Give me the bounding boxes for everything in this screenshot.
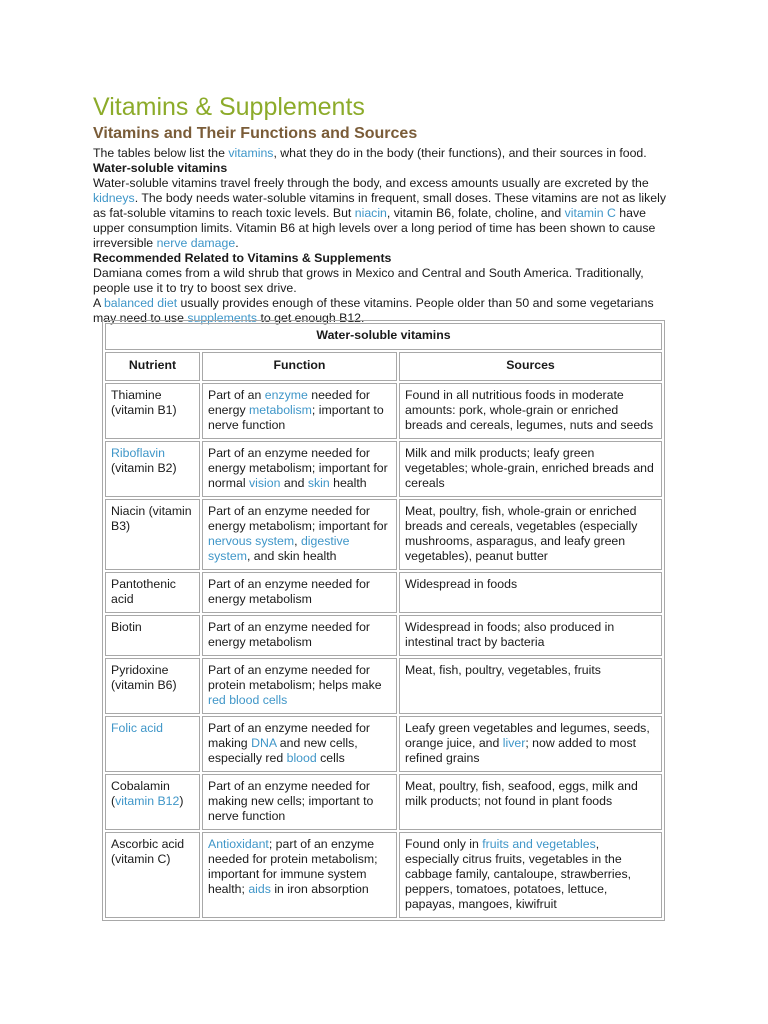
inline-link[interactable]: metabolism bbox=[249, 403, 312, 417]
header-nutrient: Nutrient bbox=[105, 352, 200, 381]
inline-link[interactable]: liver bbox=[502, 736, 526, 750]
function-cell: Part of an enzyme needed for protein metabolism; helps make red blood cells bbox=[202, 658, 397, 714]
sources-cell: Widespread in foods bbox=[399, 572, 662, 613]
table-row bbox=[105, 441, 662, 497]
header-function: Function bbox=[202, 352, 397, 381]
function-cell: Part of an enzyme needed for energy metabolism bbox=[202, 572, 397, 613]
table-row bbox=[105, 832, 662, 918]
inline-link[interactable]: kidneys bbox=[93, 191, 135, 205]
water-soluble-heading: Water-soluble vitamins bbox=[93, 161, 228, 175]
table-row bbox=[105, 572, 662, 613]
table-row bbox=[105, 658, 662, 714]
inline-link[interactable]: nervous system bbox=[208, 534, 295, 548]
nutrient-cell: Ascorbic acid (vitamin C) bbox=[105, 832, 200, 918]
inline-link[interactable]: aids bbox=[248, 882, 271, 896]
sources-cell: Found only in fruits and vegetables, especially citrus fruits, vegetables in the cabbage family, cantaloupe, strawberries, peppers, tomatoes, potatoes, lettuce, papayas, mangoes, kiwifruit bbox=[399, 832, 662, 918]
inline-link[interactable]: vitamins bbox=[228, 146, 274, 160]
inline-link[interactable]: vitamin C bbox=[564, 206, 616, 220]
inline-link[interactable]: digestive system bbox=[208, 534, 350, 563]
inline-link[interactable]: red blood cells bbox=[208, 693, 288, 707]
function-cell: Part of an enzyme needed for making DNA and new cells, especially red blood cells bbox=[202, 716, 397, 772]
nutrient-cell: Niacin (vitamin B3) bbox=[105, 499, 200, 570]
table-row bbox=[105, 716, 662, 772]
inline-link[interactable]: vision bbox=[249, 476, 281, 490]
sources-cell: Meat, poultry, fish, seafood, eggs, milk and milk products; not found in plant foods bbox=[399, 774, 662, 830]
nutrient-cell: Riboflavin (vitamin B2) bbox=[105, 441, 200, 497]
inline-link[interactable]: vitamin B12 bbox=[115, 794, 180, 808]
inline-link[interactable]: niacin bbox=[354, 206, 387, 220]
recommended-heading: Recommended Related to Vitamins & Supplements bbox=[93, 251, 392, 265]
vitamins-table bbox=[102, 320, 665, 921]
diet-paragraph: A balanced diet usually provides enough of these vitamins. People older than 50 and some vegetarians may need to use supplements to get enough B12. bbox=[93, 296, 654, 325]
sources-cell: Meat, fish, poultry, vegetables, fruits bbox=[399, 658, 662, 714]
inline-link[interactable]: skin bbox=[307, 476, 330, 490]
inline-link[interactable]: Riboflavin bbox=[111, 446, 165, 460]
nutrient-cell bbox=[105, 716, 200, 772]
inline-link[interactable]: fruits and vegetables bbox=[482, 837, 596, 851]
inline-link[interactable]: balanced diet bbox=[103, 296, 178, 310]
inline-link[interactable]: blood bbox=[286, 751, 317, 765]
table-row bbox=[105, 615, 662, 656]
sources-cell: Widespread in foods; also produced in intestinal tract by bacteria bbox=[399, 615, 662, 656]
section-title: Vitamins and Their Functions and Sources bbox=[93, 125, 418, 142]
nutrient-cell: Pyridoxine (vitamin B6) bbox=[105, 658, 200, 714]
inline-link[interactable]: enzyme bbox=[264, 388, 308, 402]
table-body bbox=[105, 383, 662, 918]
nutrient-cell: Biotin bbox=[105, 615, 200, 656]
recommended-paragraph: Damiana comes from a wild shrub that grows in Mexico and Central and South America. Traditionally, people use it to try to boost sex drive. bbox=[93, 266, 644, 295]
article-body bbox=[93, 92, 678, 326]
inline-link[interactable]: supplements bbox=[187, 311, 258, 325]
table-row bbox=[105, 774, 662, 830]
table-row bbox=[105, 383, 662, 439]
page-title: Vitamins & Supplements bbox=[93, 93, 365, 121]
sources-cell: Found in all nutritious foods in moderate amounts: pork, whole-grain or enriched breads and cereals, legumes, nuts and seeds bbox=[399, 383, 662, 439]
sources-cell: Meat, poultry, fish, whole-grain or enriched breads and cereals, vegetables (especially mushrooms, asparagus, and leafy green vegetables), peanut butter bbox=[399, 499, 662, 570]
table-row bbox=[105, 499, 662, 570]
sources-cell: Leafy green vegetables and legumes, seeds, orange juice, and liver; now added to most refined grains bbox=[399, 716, 662, 772]
sources-cell: Milk and milk products; leafy green vegetables; whole-grain, enriched breads and cereals bbox=[399, 441, 662, 497]
intro-paragraph: The tables below list the vitamins, what they do in the body (their functions), and their sources in food. bbox=[93, 146, 647, 160]
function-cell: Part of an enzyme needed for energy metabolism; important to nerve function bbox=[202, 383, 397, 439]
nutrient-cell: Cobalamin (vitamin B12) bbox=[105, 774, 200, 830]
inline-link[interactable]: DNA bbox=[251, 736, 277, 750]
function-cell: Part of an enzyme needed for energy metabolism bbox=[202, 615, 397, 656]
inline-link[interactable]: nerve damage bbox=[156, 236, 236, 250]
inline-link[interactable]: Antioxidant bbox=[208, 837, 269, 851]
function-cell: Part of an enzyme needed for making new cells; important to nerve function bbox=[202, 774, 397, 830]
nutrient-cell: Pantothenic acid bbox=[105, 572, 200, 613]
function-cell: Part of an enzyme needed for energy metabolism; important for normal vision and skin health bbox=[202, 441, 397, 497]
header-sources: Sources bbox=[399, 352, 662, 381]
function-cell: Antioxidant; part of an enzyme needed for protein metabolism; important for immune system health; aids in iron absorption bbox=[202, 832, 397, 918]
table-caption: Water-soluble vitamins bbox=[105, 323, 662, 350]
nutrient-cell: Thiamine (vitamin B1) bbox=[105, 383, 200, 439]
function-cell: Part of an enzyme needed for energy metabolism; important for nervous system, digestive system, and skin health bbox=[202, 499, 397, 570]
inline-link[interactable]: Folic acid bbox=[111, 721, 163, 735]
water-soluble-paragraph: Water-soluble vitamins travel freely through the body, and excess amounts usually are excreted by the kidneys. The body needs water-soluble vitamins in frequent, small doses. These vitamins are not as likely as fat-soluble vitamins to reach toxic levels. But niacin, vitamin B6, folate, choline, and vitamin C have upper consumption limits. Vitamin B6 at high levels over a long period of time has been shown to cause irreversible nerve damage. bbox=[93, 176, 667, 250]
